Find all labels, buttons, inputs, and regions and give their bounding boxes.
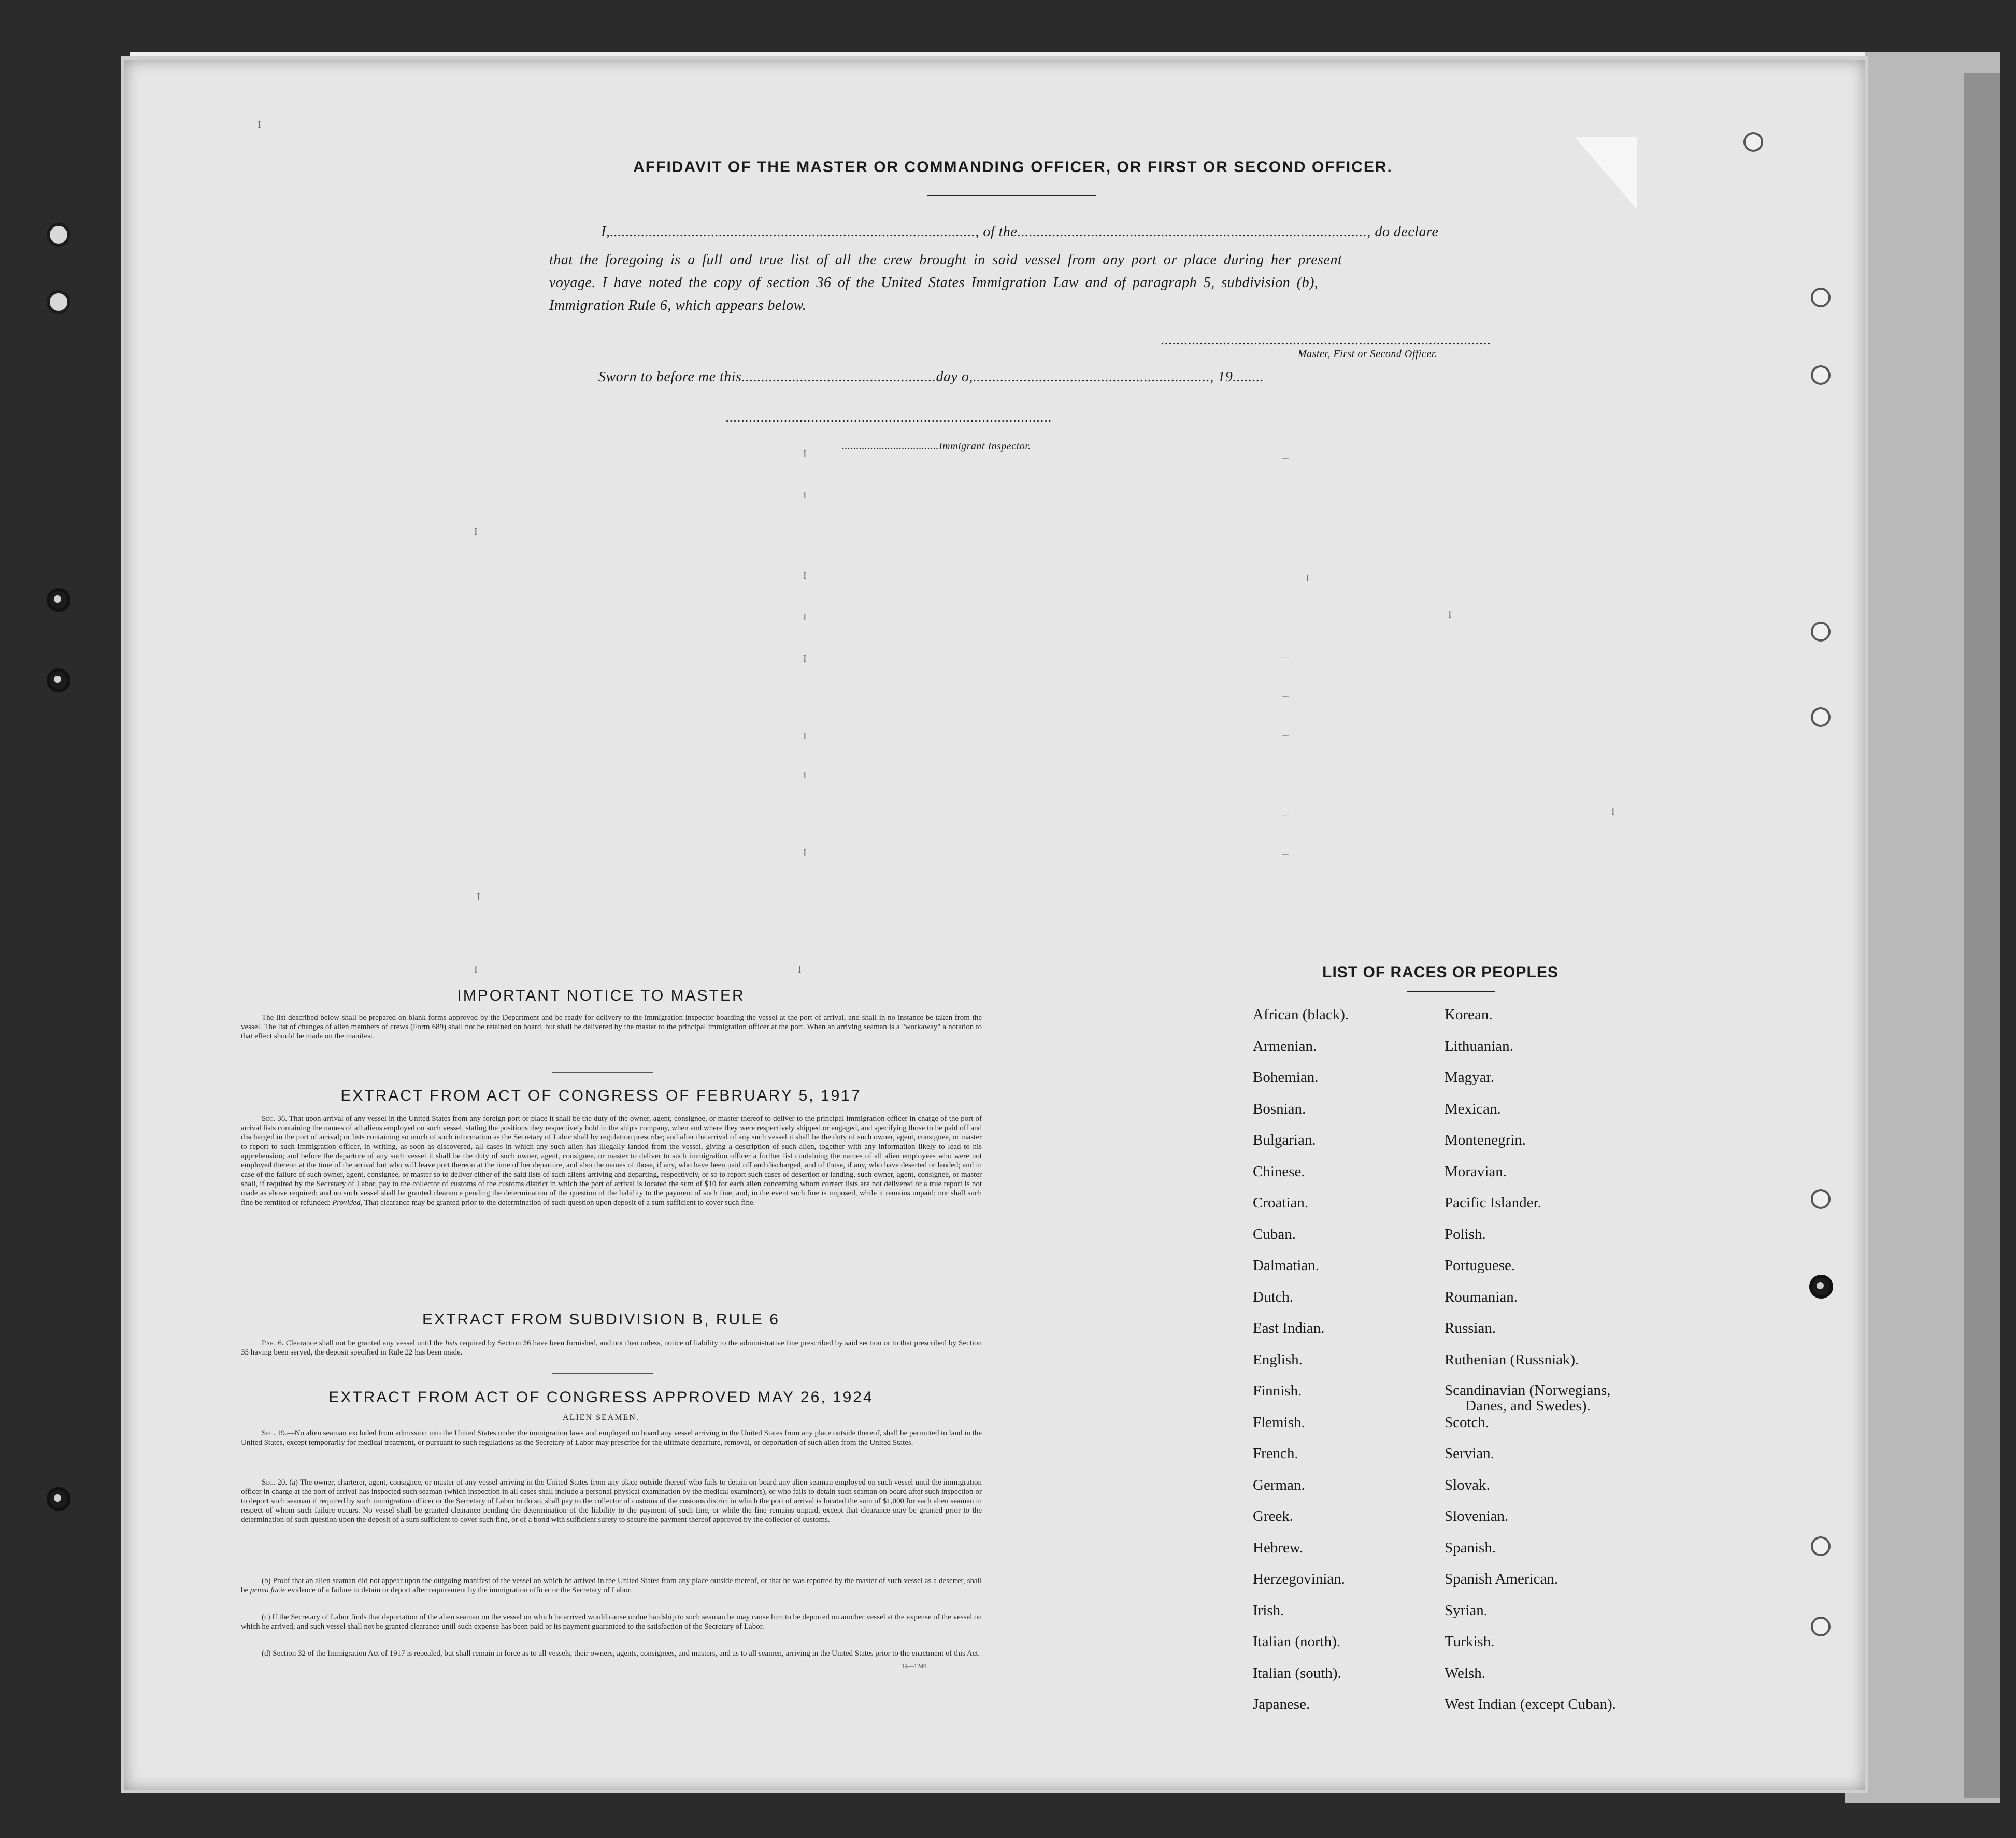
race-item: African (black). [1253,1006,1349,1023]
section-20b-text-cont: evidence of a failure to detain or deport after requirement by the immigration officer or the Secretary of Labor. [288,1586,632,1594]
extract-rule6-body [241,1338,982,1357]
lists-word: lists [445,1339,458,1347]
race-item: Servian. [1445,1445,1494,1462]
race-item: Lithuanian. [1445,1037,1513,1055]
inspector-label: Immigrant Inspector. [939,440,1031,452]
section-20b [241,1576,982,1595]
bleed-through-mark: I [803,448,807,460]
race-item: Bulgarian. [1253,1132,1316,1148]
race-item: Turkish. [1445,1633,1495,1650]
bleed-through-mark: I [803,570,807,581]
notice-heading: IMPORTANT NOTICE TO MASTER [457,987,745,1004]
race-item-line: Danes, and Swedes). [1465,1398,1591,1414]
extract-1917-body [241,1114,982,1207]
race-item: Mexican. [1445,1100,1501,1117]
race-item: Cuban. [1253,1226,1296,1243]
bleed-through-mark: I [803,731,807,742]
affidavit-of-the: , of the [975,224,1018,240]
affidavit-line-3: voyage. I have noted the copy of section 36 of the United States Immigration Law and of paragraph 5, subdivision (b), [549,275,1319,291]
inspector-line [842,440,1031,452]
section-20a-text: (a) The owner, charterer, agent, consignee, or master of any vessel arriving in the United States from any place outside thereof who fails to detain on board any alien seaman employed on such vessel until the immigration officer in charge at the port of arrival has inspected such seaman (which inspection in all cases shall include a personal physical examination by the medical examiners), or who fails to detain such seaman on board after such inspection or to deport such seaman if required by such immigration officer or the Secretary of Labor to do so, shall pay to the collector of customs of the customs district in which the port of arrival is located the sum of $1,000 for each alien seaman in respect of whom such failure occurs. No vessel shall be granted clearance pending the determination of the liability to the payment of such fine, or while the fine remains unpaid, except that clearance may be granted prior to the determination of such question upon the deposit of a sum sufficient to cover such fine, or of a bond with sufficient surety to secure the payment thereof approved by the collector of customs. [241,1478,982,1524]
paragraph-6-text-cont: required by Section 36 have been furnished, and not then unless, notice of liability to the administrative fine prescribed by said section or to that prescribed by Section 35 having been served, the deposit specified in Rule 22 has been made. [241,1339,982,1357]
inspector-signature-blank: .................................................................................... [725,409,1052,425]
race-item: Roumanian. [1445,1288,1518,1305]
bleed-through-mark: I [803,847,807,859]
year-blank: ........ [1233,369,1264,385]
punch-hole-icon [1811,288,1831,307]
punch-hole-icon [1811,1536,1831,1556]
punch-hole-icon [1809,1275,1833,1299]
race-item: Spanish American. [1445,1571,1559,1587]
affidavit-line-2: that the foregoing is a full and true list of all the crew brought in said vessel from any port or place during her present [549,252,1342,268]
race-item: West Indian (except Cuban). [1445,1696,1617,1713]
affidavit-line-4: Immigration Rule 6, which appears below. [549,297,807,314]
punch-hole-icon [1811,365,1831,385]
bleed-through-mark: I [1306,573,1309,584]
sworn-day-of: day o, [936,369,973,385]
prima-facie: prima facie [250,1586,286,1594]
bleed-through-mark: I [1611,806,1615,817]
paragraph-6-text: Clearance shall not be granted any vessel until the [285,1339,443,1347]
race-item: Irish. [1253,1602,1284,1619]
vessel-blank: .......................................................................................... [1017,224,1367,240]
sworn-year: , 19 [1210,369,1233,385]
alien-seamen-subheading: ALIEN SEAMEN. [563,1413,639,1422]
extract-1917-heading: EXTRACT FROM ACT OF CONGRESS OF FEBRUARY 5, 1917 [340,1087,862,1104]
bleed-through-dash: – [1282,451,1289,464]
bleed-through-dash: – [1282,689,1289,703]
folded-corner [1513,137,1637,210]
race-item-line: Scandinavian (Norwegians, [1445,1382,1611,1399]
race-item: Bosnian. [1253,1100,1306,1117]
section-20d: (d) Section 32 of the Immigration Act of 1917 is repealed, but shall remain in force as to all vessels, their owners, agents, consignees, and masters, and as to all seamen, arriving in the United States prior to the enactment of this Act. [262,1649,980,1658]
month-blank: ............................................................. [973,369,1210,385]
race-item: Chinese. [1253,1163,1305,1180]
bleed-through-mark: I [1448,609,1452,620]
bleed-through-mark: I [798,964,802,975]
day-blank: .................................................. [741,369,936,385]
extract-1924-heading: EXTRACT FROM ACT OF CONGRESS APPROVED MAY 26, 1924 [328,1389,874,1406]
proviso-text: That clearance may be granted prior to the determination of such question upon deposit of a sum sufficient to cover such fine. [364,1199,755,1207]
race-item: Korean. [1445,1006,1493,1023]
bleed-through-dash: – [1282,650,1289,664]
extract-rule6-heading: EXTRACT FROM SUBDIVISION B, RULE 6 [422,1311,780,1328]
race-item: Portuguese. [1445,1257,1515,1274]
paragraph-6-label: Par. 6. [262,1339,284,1347]
section-20c: (c) If the Secretary of Labor finds that deportation of the alien seaman on the vessel on which he arrived would cause undue hardship to such seaman he may cause him to be deported on another vessel at the expense of the vessel on which he arrived, and such vessel shall not be granted clearance until such expense has been paid or its payment guaranteed to the satisfaction of the Secretary of Labor. [241,1613,982,1631]
race-item: Bohemian. [1253,1069,1319,1086]
section-36-text: That upon arrival of any vessel in the United States from any foreign port or place it shall be the duty of the owner, agent, consignee, or master thereof to deliver to the principal immigration officer in charge of the port of arrival lists containing the names of all aliens employed on such vessel, stating the positions they respectively hold in the ship's company, when and where they were respectively shipped or engaged, and specifying those to be paid off and discharged in the port of arrival; or lists containing so much of such information as the Secretary of Labor shall by regulation prescribe; and after the arrival of any such vessel it shall be the duty of such owner, agent, consignee, or master to report to such immigration officer, in writing, as soon as discovered, all cases in which any such alien has illegally landed from the vessel, giving a description of such alien, together with any information likely to lead to his apprehension; and before the departure of any such vessel it shall be the duty of such owner, agent, consignee, or master to deliver to such immigration officer a further list containing the names of all alien employees who were not employed thereon at the time of the arrival but who will leave port thereon at the time of her departure, and also the names of those, if any, who have been paid off and discharged, and of those, if any, who have deserted or landed; and in case of the failure of such owner, agent, consignee, or master so to deliver either of the said lists of such aliens arriving and departing, respectively, or so to report such cases of desertion or landing, such owner, agent, consignee, or master shall, if required by the Secretary of Labor, pay to the collector of customs of the customs district in which the port of arrival is located the sum of $10 for each alien concerning whom correct lists are not delivered or a true report is not made as above required; and no such vessel shall be granted clearance pending the determination of the question of the liability to the payment of such fine, and, in the event such fine is imposed, while it remains unpaid; nor shall such fine be remitted or refunded: [241,1115,982,1207]
punch-hole-icon [1811,622,1831,642]
race-item: Magyar. [1445,1069,1494,1086]
race-item: German. [1253,1476,1305,1493]
race-item: Japanese. [1253,1696,1310,1713]
affidavit-title: AFFIDAVIT OF THE MASTER OR COMMANDING OFFICER, OR FIRST OR SECOND OFFICER. [633,159,1393,176]
race-item: French. [1253,1445,1298,1462]
punch-hole-icon [1811,707,1831,727]
section-20-label: Sec. 20. [262,1478,288,1487]
punch-hole-icon [1811,1617,1831,1636]
race-item: Italian (south). [1253,1664,1341,1682]
punch-hole-icon [1811,1189,1831,1209]
race-item: Armenian. [1253,1037,1317,1055]
proviso-label: Provided, [332,1199,363,1207]
section-divider [552,1373,653,1374]
form-number: 14—1246 [902,1662,926,1670]
race-item: Greek. [1253,1508,1294,1524]
section-36-label: Sec. 36. [262,1115,288,1123]
bleed-through-mark: I [803,653,807,664]
race-item: Welsh. [1445,1664,1486,1682]
race-item: Dalmatian. [1253,1257,1320,1274]
race-item: Moravian. [1445,1163,1507,1180]
bleed-through-mark: I [803,611,807,623]
race-item: Polish. [1445,1226,1486,1243]
section-divider [552,1072,653,1073]
bleed-through-mark: I [474,964,478,975]
notice-body: The list described below shall be prepared on blank forms approved by the Department and be ready for delivery to the immigration inspector boarding the vessel at the port of arrival, and shall in no instance be taken from the vessel. The list of changes of alien members of crews (Form 689) shall not be retained on board, but shall be delivered by the master to the principal immigration officer at the port. When an arriving seaman is a "workaway" a notation to that effect should be made on the manifest. [241,1014,982,1041]
race-item: Hebrew. [1253,1539,1304,1556]
race-item: Slovenian. [1445,1508,1509,1524]
races-right-column [1445,1006,1616,1728]
sworn-prefix: Sworn to before me this [598,369,742,385]
bleed-through-dash: – [1282,728,1289,742]
bleed-through-mark: I [258,119,261,131]
sworn-line [598,369,1264,386]
punch-hole-icon [47,290,70,314]
race-item: Herzegovinian. [1253,1571,1345,1587]
bleed-through-dash: – [1282,808,1289,822]
race-item [1445,1383,1616,1414]
race-item: Ruthenian (Russniak). [1445,1351,1579,1368]
section-20a [241,1478,982,1524]
race-item: Syrian. [1445,1602,1488,1619]
name-blank: .............................................................................................. [610,224,976,240]
races-title: LIST OF RACES OR PEOPLES [1322,964,1559,981]
punch-hole-icon [1743,132,1763,152]
race-item: Pacific Islander. [1445,1194,1541,1211]
race-item: English. [1253,1351,1303,1368]
bleed-through-mark: I [474,526,478,537]
section-19-text: —No alien seaman excluded from admission into the United States under the immigration laws and employed on board any vessel arriving in the United States from any place outside thereof, shall be permitted to land in the United States, except temporarily for medical treatment, or pursuant to such regulations as the Secretary of Labor may prescribe for the ultimate departure, removal, or deportation of such alien from the United States. [241,1429,982,1447]
affidavit-line-1 [601,224,1438,240]
punch-hole-icon [47,1487,70,1511]
underlying-sheet-edge [1964,73,2000,1798]
signature-blank: ..................................................................................... [1161,332,1491,348]
race-item: Dutch. [1253,1288,1294,1305]
race-item: Croatian. [1253,1194,1309,1211]
affidavit-do-declare: , do declare [1367,224,1439,240]
section-19-label: Sec. 19. [262,1429,287,1437]
race-item: Scotch. [1445,1414,1490,1431]
title-divider [927,195,1096,196]
section-20b-text: (b) Proof that an alien seaman did not appear upon the outgoing manifest of the vessel on which he arrived in the United States from any place outside thereof, or that he was reported by the master of such vessel as a deserter, shall be [241,1577,982,1594]
punch-hole-icon [47,588,70,612]
race-item: Montenegrin. [1445,1132,1526,1148]
signature-label: Master, First or Second Officer. [1298,348,1438,360]
race-item: Spanish. [1445,1539,1496,1556]
bleed-through-mark: I [803,490,807,501]
inspector-blank: .................................. [842,440,939,452]
affidavit-i: I, [601,224,610,240]
section-19 [241,1429,982,1447]
bleed-through-dash: – [1282,847,1289,861]
punch-hole-icon [47,223,70,247]
bleed-through-mark: I [477,891,480,903]
race-item: Finnish. [1253,1383,1302,1399]
race-item: East Indian. [1253,1320,1325,1336]
bleed-through-mark: I [803,770,807,781]
races-left-column [1253,1006,1349,1728]
race-item: Italian (north). [1253,1633,1341,1650]
races-divider [1407,991,1495,992]
race-item: Slovak. [1445,1476,1490,1493]
race-item: Russian. [1445,1320,1496,1336]
race-item: Flemish. [1253,1414,1305,1431]
punch-hole-icon [47,668,70,692]
